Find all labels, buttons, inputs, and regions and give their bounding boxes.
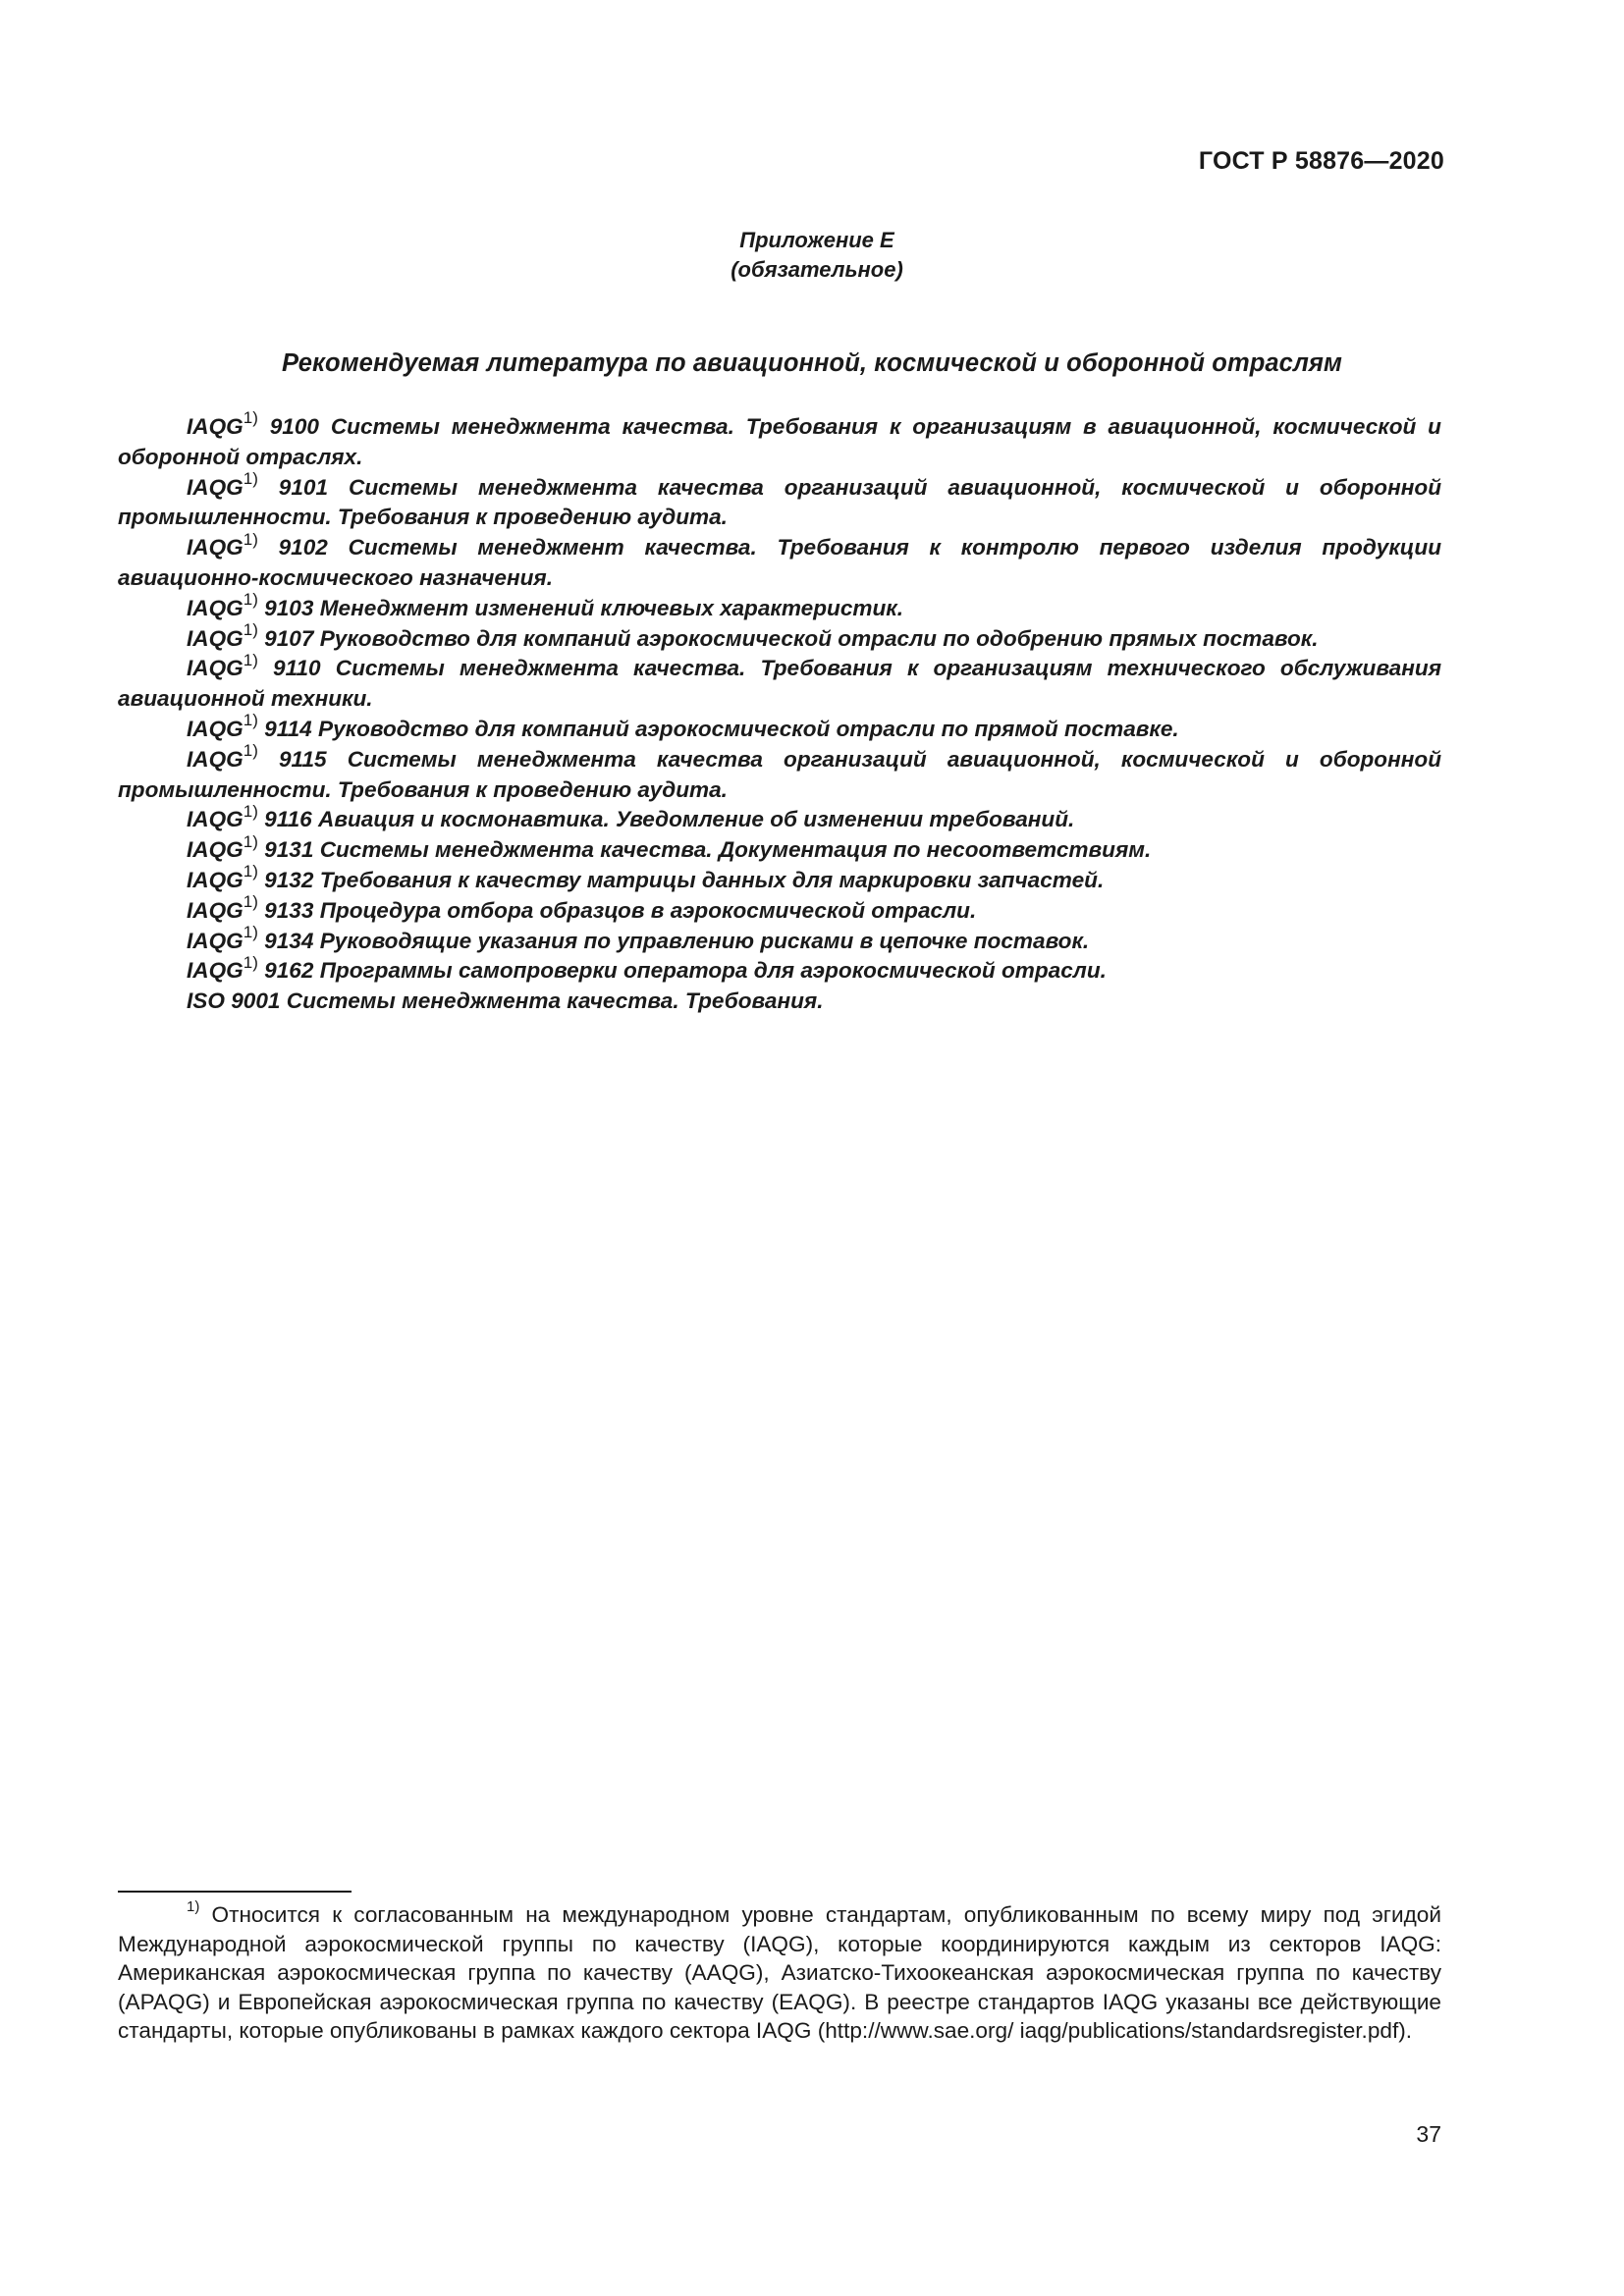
footnote-marker: 1) [243,952,258,972]
reference-prefix: IAQG [187,807,244,832]
section-title: Рекомендуемая литература по авиационной, космической и оборонной отраслям [281,349,1343,377]
reference-text: 9103 Менеджмент изменений ключевых характеристик. [257,595,904,620]
footnote-marker: 1) [243,650,258,669]
reference-prefix: IAQG [187,867,244,892]
reference-prefix: IAQG [187,746,244,772]
footnote-marker: 1) [243,831,258,851]
reference-prefix: IAQG [187,958,244,984]
footnote [118,1900,1441,2046]
reference-item [118,831,1441,866]
reference-item [118,711,1441,745]
reference-prefix: IAQG [187,837,244,863]
reference-text: 9133 Процедура отбора образцов в аэрокосмической отрасли. [257,897,977,923]
reference-text: 9100 Системы менеджмента качества. Требования к организациям в авиационной, космической и оборонной отраслях. [118,414,1441,469]
footnote-marker: 1) [243,620,258,640]
reference-text: 9132 Требования к качеству матрицы данных для маркировки запчастей. [257,867,1105,892]
footnote-marker: 1) [243,741,258,761]
reference-prefix: IAQG [187,535,244,561]
reference-item [118,801,1441,835]
reference-text: 9107 Руководство для компаний аэрокосмической отрасли по одобрению прямых поставок. [257,625,1319,651]
reference-item [118,620,1441,655]
reference-text: 9162 Программы самопроверки оператора для аэрокосмической отрасли. [257,958,1107,984]
footnote-marker: 1) [243,529,258,549]
reference-prefix: IAQG [187,595,244,620]
reference-prefix: IAQG [187,414,244,439]
reference-text: 9114 Руководство для компаний аэрокосмической отрасли по прямой поставке. [257,716,1179,741]
reference-item [118,892,1441,927]
footnote-marker: 1) [243,469,258,489]
page-number: 37 [1416,2121,1441,2147]
footnote-text: Относится к согласованным на международном уровне стандартам, опубликованным по всему миру под эгидой Международной аэрокосмической группы по качеству (IAQG), которые координируются каждым из секторов IAQG: Американская аэрокосмическая группа по качеству (AAQG), Азиатско-Тихоокеанская аэрокосмическая группа по качеству (APAQG) и Европейская аэрокосмическая группа по качеству (EAQG). В реестре стандартов IAQG указаны все действующие стандарты, которые опубликованы в рамках каждого сектора IAQG (http://www.sae.org/ iaqg/publications/standardsregister.pdf). [118,1902,1441,2043]
annex-status: (обязательное) [731,257,903,282]
reference-text: 9115 Системы менеджмента качества организаций авиационной, космической и оборонной промышленности. Требования к проведению аудита. [118,746,1441,802]
reference-prefix: IAQG [187,656,244,681]
footnote-marker: 1) [243,590,258,610]
footnote-marker: 1) [243,862,258,881]
reference-prefix: IAQG [187,716,244,741]
footnote-marker: 1) [243,923,258,942]
reference-item [118,923,1441,957]
reference-prefix: ISO 9001 [187,988,281,1014]
reference-text: Системы менеджмента качества. Требования. [280,988,824,1014]
document-code: ГОСТ Р 58876—2020 [1198,147,1444,175]
reference-text: 9116 Авиация и космонавтика. Уведомление об изменении требований. [257,807,1075,832]
reference-item [118,469,1441,534]
reference-item [118,741,1441,806]
footnote-marker: 1) [243,711,258,730]
reference-prefix: IAQG [187,928,244,953]
reference-item [118,408,1441,473]
reference-text: 9134 Руководящие указания по управлению рисками в цепочке поставок. [257,928,1090,953]
reference-item [118,862,1441,896]
footnote-marker: 1) [187,1898,200,1916]
reference-text: 9102 Системы менеджмент качества. Требования к контролю первого изделия продукции авиационно-космического назначения. [118,535,1441,590]
reference-text: 9110 Системы менеджмента качества. Требования к организациям технического обслуживания авиационной техники. [118,656,1441,712]
footnote-marker: 1) [243,892,258,912]
footnote-marker: 1) [243,408,258,428]
reference-item [118,952,1441,987]
reference-prefix: IAQG [187,625,244,651]
annex-heading [0,226,1624,285]
reference-text: 9101 Системы менеджмента качества организаций авиационной, космической и оборонной промышленности. Требования к проведению аудита. [118,474,1441,530]
annex-label: Приложение Е [739,228,894,252]
footnote-marker: 1) [243,801,258,821]
reference-item [118,529,1441,594]
reference-item [118,987,1441,1017]
reference-item [118,650,1441,715]
reference-item [118,590,1441,624]
reference-list [118,408,1441,1017]
reference-prefix: IAQG [187,897,244,923]
reference-prefix: IAQG [187,474,244,500]
reference-text: 9131 Системы менеджмента качества. Документация по несоответствиям. [257,837,1152,863]
footnote-divider [118,1891,352,1893]
